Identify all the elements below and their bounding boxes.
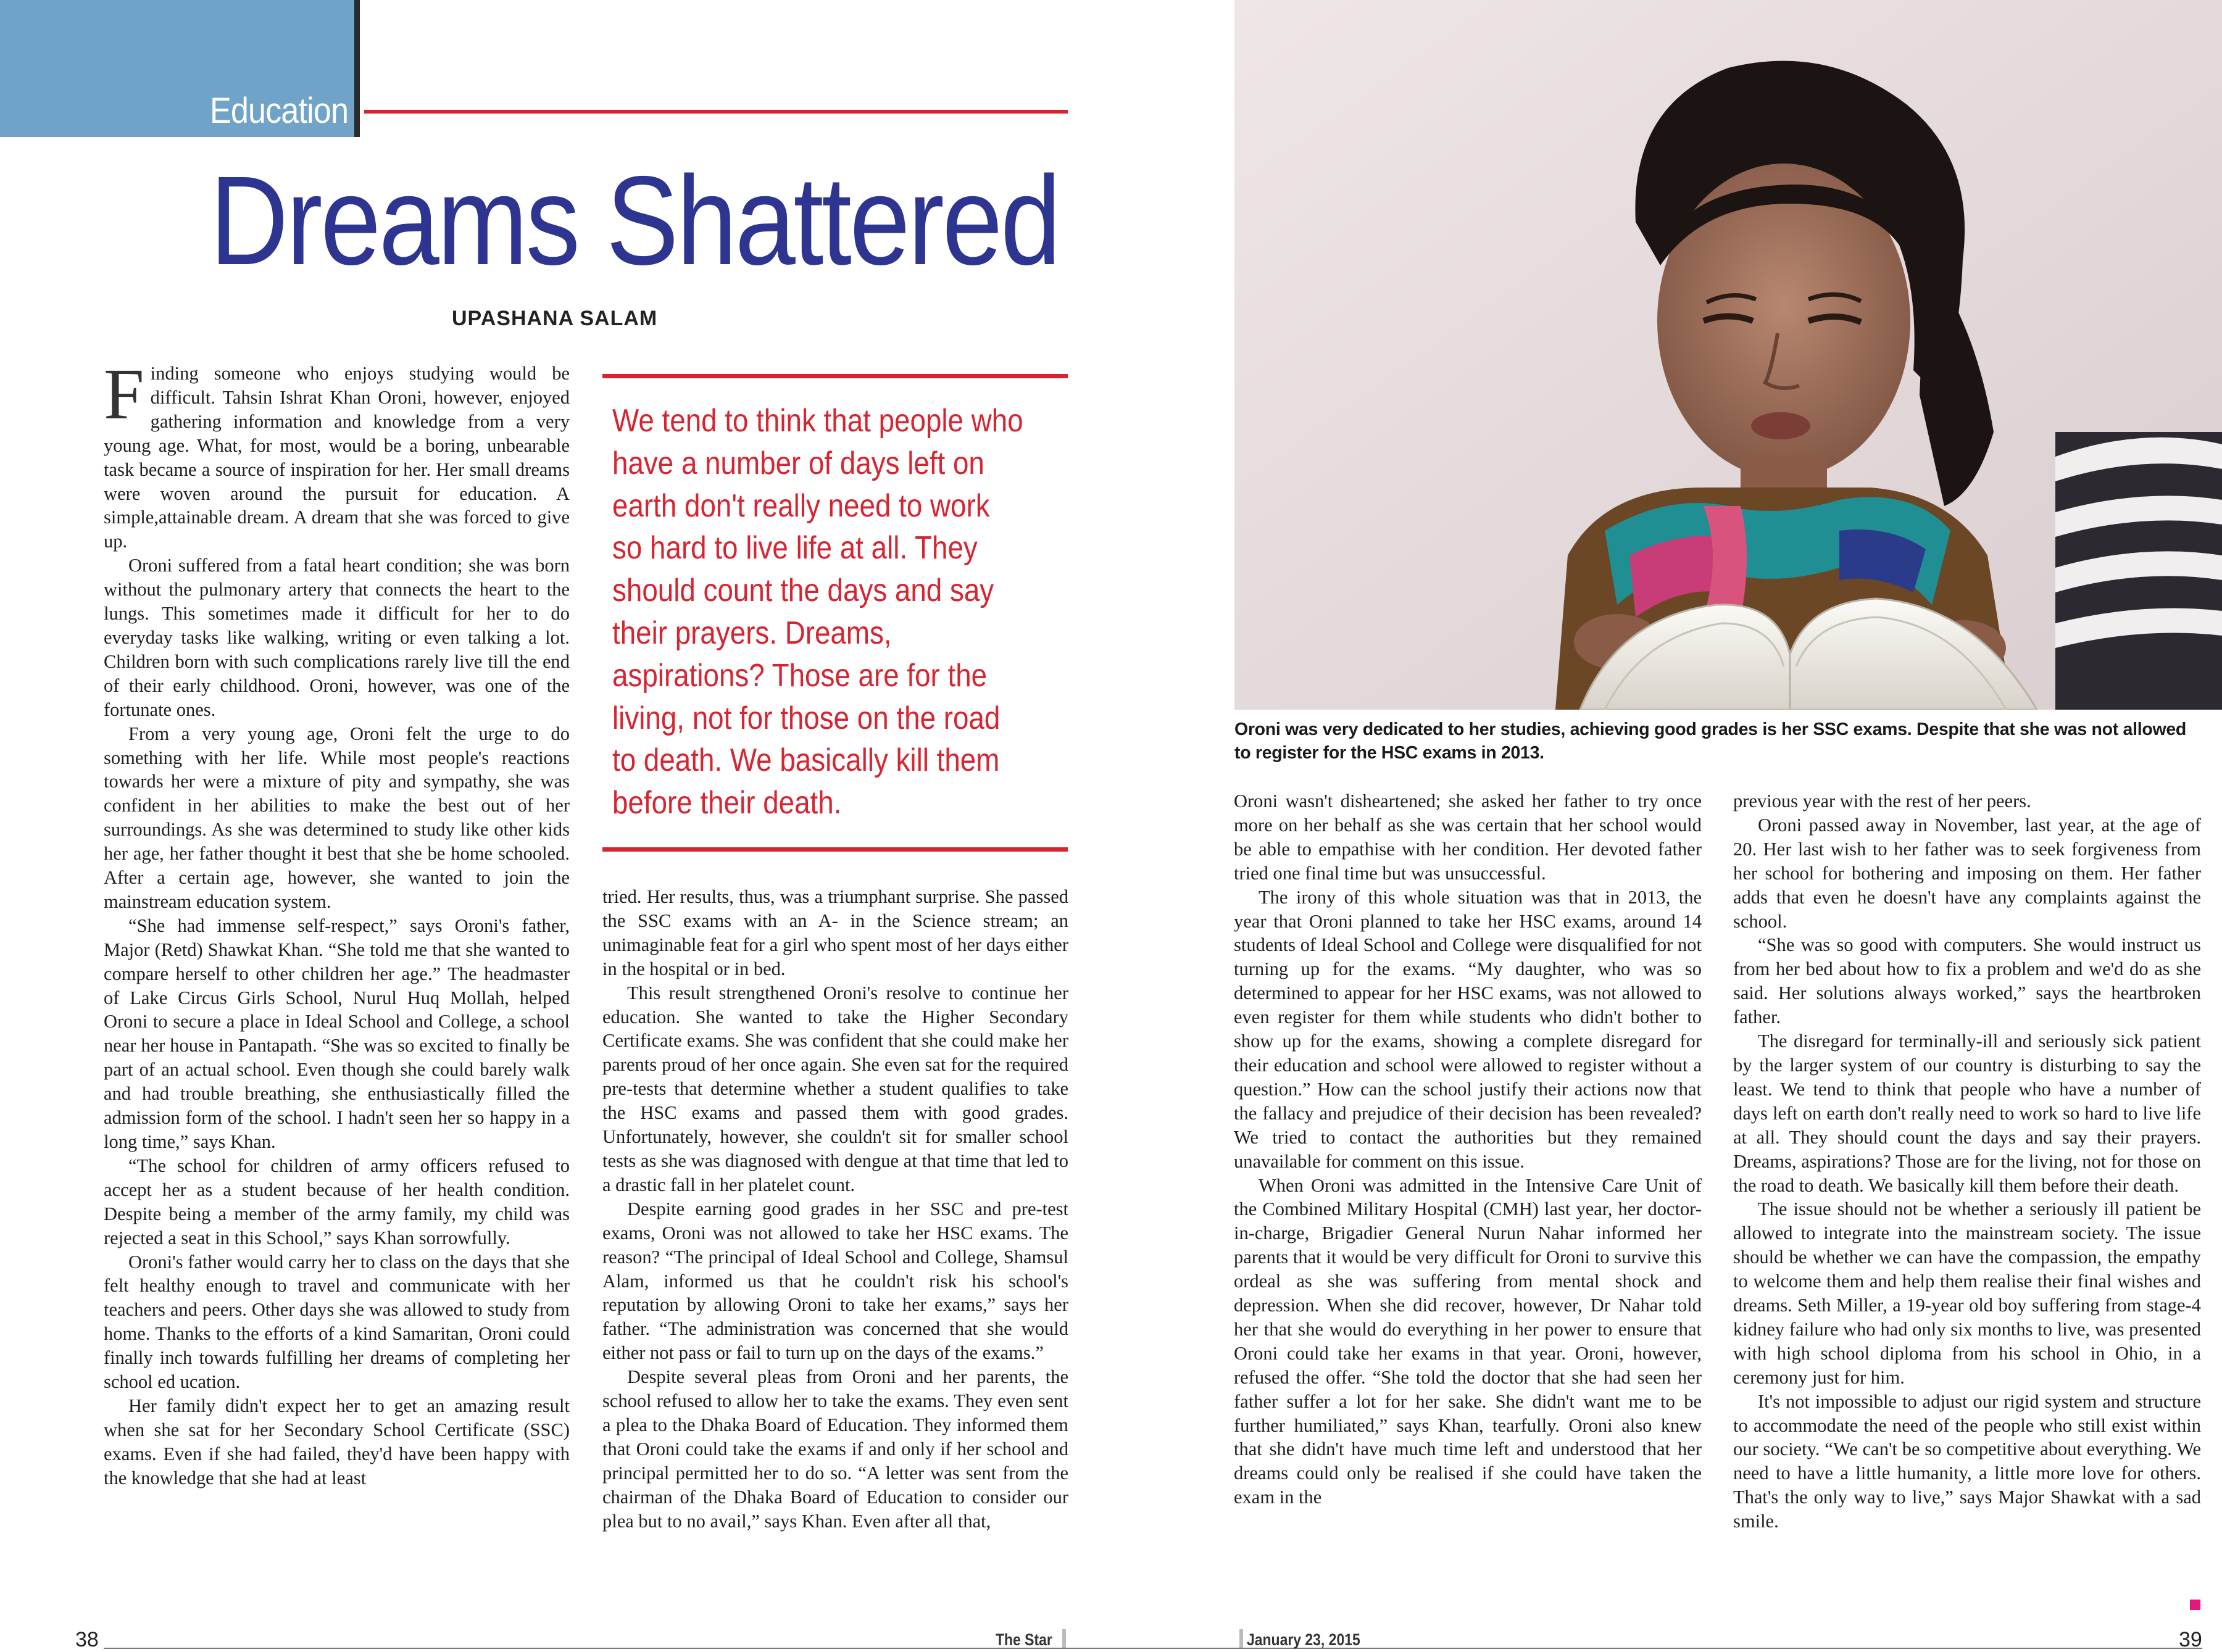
pull-quote-line: before their death. (612, 785, 842, 821)
photo-caption (1234, 718, 2222, 765)
footer-divider-bar (1239, 1629, 1243, 1648)
article-paragraph: Oroni suffered from a fatal heart condition; she was born without the pulmonary artery that connects the heart to the lungs. This sometimes made it difficult for her to do everyday tasks like walking, writing or even talking a lot. Children born with such complications rarely live till the end of their early childhood. Oroni, however, was one of the fortunate ones. (104, 555, 570, 720)
publication-name: The Star (996, 1630, 1052, 1649)
footer-divider-bar (1062, 1629, 1066, 1648)
article-paragraph: It's not impossible to adjust our rigid system and structure to accommodate the need of the people who still exist within our society. “We can't be so competitive about everything. We need to have a little humanity, a little more love for others. That's the only way to live,” says Major Shawkat with a sad smile. (1733, 1390, 2201, 1532)
article-paragraph: When Oroni was admitted in the Intensive Care Unit of the Combined Military Hospital (CMH) last year, her doctor-in-charge, Brigadier General Nurun Nahar informed her parents that it would be very difficult for Oroni to survive this ordeal as she was suffering from mental shock and depression. When she did recover, however, Dr Nahar told her that she would do everything in her power to ensure that Oroni could take her exams in that year. Oroni, however, refused the offer. “She told the doctor that she had seen her father suffer a lot for her sake. She didn't want me to be further humiliated,” says Khan, tearfully. Oroni also knew that she didn't have much time left and understood that her dreams could only be realised if she could have taken the exam in the (1234, 1174, 1702, 1508)
article-column-1 (104, 354, 570, 1490)
article-paragraph: This result strengthened Oroni's resolve to continue her education. She wanted to take the Higher Secondary Certificate exams. She was confident that she could make her parents proud of her once again. She even sat for the required pre-tests that determine whether a student qualifies to take the HSC exams and passed them with good grades. Unfortunately, however, she couldn't sit for smaller school tests as she was diagnosed with dengue at that time that led to a drastic fall in her platelet count. (602, 982, 1068, 1195)
section-label: Education (210, 91, 349, 131)
article-paragraph: The disregard for terminally-ill and seriously sick patient by the larger system of our country is disturbing to say the least. We tend to think that people who have a number of days left on earth don't really need to work so hard to live life at all. They should count the days and say their prayers. Dreams, aspirations? Those are for the living, not for those on the road to death. We basically kill them before their death. (1733, 1031, 2201, 1196)
issue-date: January 23, 2015 (1247, 1630, 1360, 1649)
pull-quote-bottom-rule (602, 847, 1068, 852)
section-divider-bar (354, 0, 360, 137)
footer-rule (104, 1648, 2202, 1649)
caption-line: Oroni was very dedicated to her studies, achieving good grades is her SSC exams. Despite that she was not allowed (1234, 720, 2186, 739)
article-paragraph: tried. Her results, thus, was a triumphant surprise. She passed the SSC exams with an A- in the Science stream; an unimaginable feat for a girl who spent most of her days either in the hospital or in bed. (602, 886, 1068, 979)
article-column-2 (602, 885, 1068, 1533)
headline: Dreams Shattered (210, 150, 1059, 291)
end-of-article-mark (2190, 1600, 2200, 1610)
pull-quote-line: their prayers. Dreams, (612, 615, 892, 651)
article-paragraph: “The school for children of army officers refused to accept her as a student because of her health condition. Despite being a member of the army family, my child was rejected a seat in this School,” says Khan sorrowfully. (104, 1155, 570, 1248)
page-number-right: 39 (2179, 1628, 2202, 1651)
article-paragraph: Despite several pleas from Oroni and her parents, the school refused to allow her to take the exams. They even sent a plea to the Dhaka Board of Education. They informed them that Oroni could take the exams if and only if her school and principal permitted her to do so. “A letter was sent from the chairman of the Dhaka Board of Education to consider our plea but to no avail,” says Khan. Even after all that, (602, 1366, 1068, 1532)
article-paragraph: Oroni's father would carry her to class on the days that she felt healthy enough to travel and communicate with her teachers and peers. Other days she was allowed to study from home. Thanks to the efforts of a kind Samaritan, Oroni could finally inch towards fulfilling her dreams of completing her school ed ucation. (104, 1251, 570, 1393)
pull-quote-line: so hard to live life at all. They (612, 530, 978, 567)
article-column-3 (1234, 789, 1702, 1509)
section-rule (364, 110, 1068, 114)
caption-line: to register for the HSC exams in 2013. (1234, 743, 1544, 763)
article-paragraph: “She was so good with computers. She would instruct us from her bed about how to fix a problem and we'd do as she said. Her solutions always worked,” says the heartbroken father. (1733, 934, 2201, 1028)
pull-quote-line: should count the days and say (612, 573, 994, 609)
pull-quote-line: have a number of days left on (612, 445, 984, 481)
girl-reading-photo (1234, 0, 2222, 710)
article-paragraph: The issue should not be whether a seriously ill patient be allowed to integrate into the mainstream society. The issue should be whether we can have the compassion, the empathy to welcome them and help them realise their final wishes and dreams. Seth Miller, a 19-year old boy suffering from stage-4 kidney failure who had only six months to live, was presented with high school diploma from his school in Ohio, in a ceremony just for him. (1733, 1198, 2201, 1388)
article-paragraph: Her family didn't expect her to get an amazing result when she sat for her Secondary School Certificate (SSC) exams. Even if she had failed, they'd have been happy with the knowledge that she had at least (104, 1395, 570, 1488)
article-paragraph: previous year with the rest of her peers. (1733, 791, 2031, 811)
pull-quote (612, 400, 1025, 824)
pull-quote-line: living, not for those on the road (612, 700, 1001, 736)
byline: UPASHANA SALAM (452, 307, 658, 330)
page-number-left: 38 (75, 1628, 99, 1651)
pull-quote-line: We tend to think that people who (612, 403, 1023, 439)
article-paragraph: Oroni passed away in November, last year, at the age of 20. Her last wish to her father was to seek forgiveness from her school for bothering and imposing on them. Her father adds that even he doesn't have any complaints against the school. (1733, 814, 2201, 932)
article-paragraph: “She had immense self-respect,” says Oroni's father, Major (Retd) Shawkat Khan. “She told me that she wanted to compare herself to other children her age.” The headmaster of Lake Circus Girls School, Nurul Huq Mollah, helped Oroni to secure a place in Ideal School and College, a school near her house in Pantapath. “She was so excited to finally be part of an actual school. Even though she could barely walk and had trouble breathing, she enthusiastically filled the admission form of the school. I hadn't seen her so happy in a long time,” says Khan. (104, 915, 570, 1152)
pull-quote-line: to death. We basically kill them (612, 742, 1000, 779)
pull-quote-line: aspirations? Those are for the (612, 657, 988, 694)
article-column-4 (1733, 789, 2201, 1534)
article-paragraph: Finding someone who enjoys studying would be difficult. Tahsin Ishrat Khan Oroni, however, enjoyed gathering information and knowledge from a very young age. What, for most, would be a boring, unbearable task became a source of inspiration for her. Her small dreams were woven around the pursuit for education. A simple,attainable dream. A dream that she was forced to give up. (104, 354, 570, 552)
pull-quote-top-rule (602, 374, 1068, 378)
pull-quote-line: earth don't really need to work (612, 488, 990, 524)
article-paragraph: The irony of this whole situation was that in 2013, the year that Oroni planned to take her HSC exams, around 14 students of Ideal School and College were disqualified for not turning up for the exams. “My daughter, who was so determined to appear for her HSC exams, was not allowed to even register for them while students who didn't bother to show up for the exams, showing a complete disregard for their education and school were allowed to register without a question.” How can the school justify their actions now that the fallacy and prejudice of their decision has been revealed? We tried to contact the authorities but they remained unavailable for comment on this issue. (1234, 886, 1702, 1172)
drop-cap: F (104, 354, 144, 434)
article-paragraph: Oroni wasn't disheartened; she asked her father to try once more on her behalf as she was certain that her school would be able to empathise with her condition. Her devoted father tried one final time but was unsuccessful. (1234, 791, 1702, 884)
article-paragraph: From a very young age, Oroni felt the urge to do something with her life. While most people's reactions towards her were a mixture of pity and sympathy, she was confident in her abilities to make the best out of her surroundings. As she was determined to study like other kids her age, her father thought it best that she be home schooled. After a certain age, however, she wanted to join the mainstream education system. (104, 723, 570, 912)
article-paragraph: Despite earning good grades in her SSC and pre-test exams, Oroni was not allowed to take her HSC exams. The reason? “The principal of Ideal School and College, Shamsul Alam, informed us that he couldn't risk his school's reputation by allowing Oroni to take her exams,” says her father. “The administration was concerned that she would either not pass or fail to turn up on the days of the exams.” (602, 1198, 1068, 1364)
